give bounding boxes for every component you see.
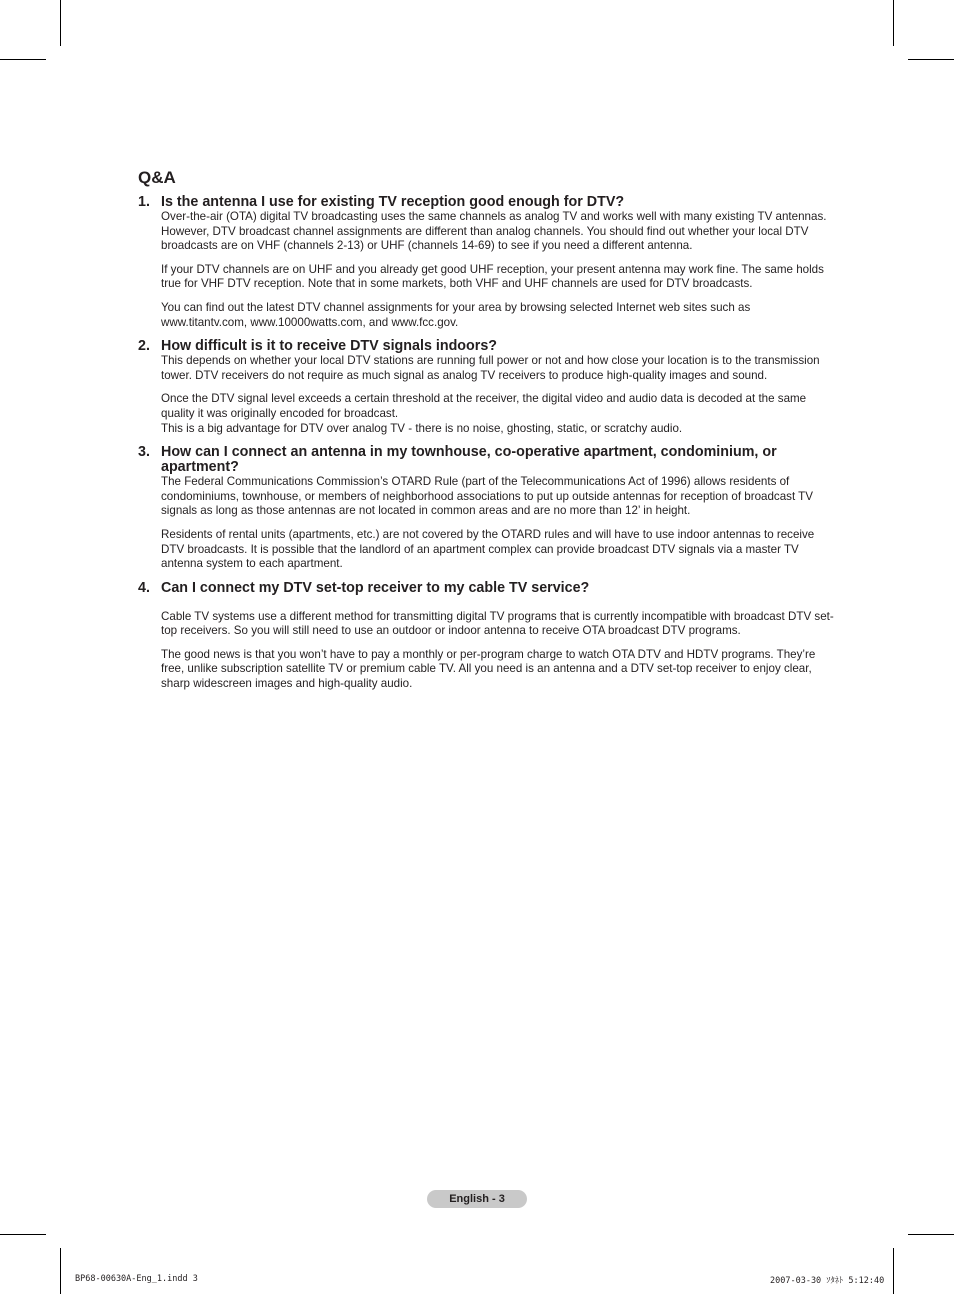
answer-paragraph — [161, 301, 838, 330]
answer-body — [138, 475, 838, 572]
paragraph-line: This is a big advantage for DTV over analog TV - there is no noise, ghosting, static, or scratchy audio. — [161, 421, 683, 435]
paragraph-line: You can find out the latest DTV channel assignments for your area by browsing selected Internet web sites such as www.titantv.com, www.10000watts.com, and www.fcc.gov. — [161, 300, 751, 329]
crop-mark — [908, 59, 954, 60]
answer-body — [138, 354, 838, 436]
crop-mark — [893, 1248, 894, 1294]
paragraph-line: Once the DTV signal level exceeds a certain threshold at the receiver, the digital video and audio data is decoded at the same quality it was originally encoded for broadcast. — [161, 392, 807, 420]
crop-mark — [893, 0, 894, 46]
answer-paragraph — [161, 210, 838, 254]
question-number: 3. — [138, 444, 150, 461]
paragraph-line: This depends on whether your local DTV stations are running full power or not and how close your location is to the transmission tower. DTV receivers do not require as much signal as analog TV receivers to produce high-quality images and sound. — [161, 354, 820, 382]
crop-mark — [0, 1234, 46, 1235]
date-slug: 2007-03-30 ｿﾀﾈﾄ 5:12:40 — [770, 1276, 885, 1286]
file-slug: BP68-00630A-Eng_1.indd 3 — [75, 1274, 198, 1284]
answer-paragraph — [161, 475, 838, 519]
question-text: How can I connect an antenna in my townhouse, co-operative apartment, condominium, or apartment? — [161, 444, 777, 476]
crop-mark — [60, 1248, 61, 1294]
paragraph-line: Over-the-air (OTA) digital TV broadcasting uses the same channels as analog TV and works well with many existing TV antennas. However, DTV broadcast channel assignments are different than analog channels. You should find out whether your local DTV broadcasts are on VHF (channels 2-13) or UHF (channels 14-69) to see if you need a different antenna. — [161, 210, 827, 253]
question-number: 1. — [138, 194, 150, 210]
question-heading — [138, 581, 838, 596]
question-text: How difficult is it to receive DTV signals indoors? — [161, 338, 498, 355]
qa-item — [138, 445, 838, 572]
crop-mark — [60, 0, 61, 46]
paragraph-line: Cable TV systems use a different method for transmitting digital TV programs that is currently incompatible with broadcast DTV set-top receivers. So you will still need to use an outdoor or indoor antenna to receive OTA broadcast DTV programs. — [161, 609, 834, 638]
page-number-badge: English - 3 — [427, 1190, 527, 1208]
answer-paragraph — [161, 528, 838, 572]
qa-item — [138, 195, 838, 330]
answer-body — [138, 210, 838, 330]
paragraph-line: The Federal Communications Commission’s OTARD Rule (part of the Telecommunications Act of 1996) allows residents of condominiums, townhouse, or members of neighborhood associations to put up outside antennas for reception of broadcast TV signals as long as those antennas are not located in common areas and are no more than 12’ in height. — [161, 475, 814, 518]
qa-section — [138, 167, 838, 701]
crop-mark — [908, 1234, 954, 1235]
paragraph-line: The good news is that you won’t have to pay a monthly or per-program charge to watch OTA DTV and HDTV programs. They’re free, unlike subscription satellite TV or premium cable TV. All you need is an antenna and a DTV set-top receiver to enjoy clear, sharp widescreen images and high-quality audio. — [161, 647, 816, 691]
question-text: Can I connect my DTV set-top receiver to my cable TV service? — [161, 579, 590, 596]
answer-paragraph — [161, 354, 838, 383]
crop-mark — [0, 59, 46, 60]
qa-item — [138, 339, 838, 436]
question-text: Is the antenna I use for existing TV reception good enough for DTV? — [161, 194, 625, 210]
question-heading — [138, 339, 838, 354]
page-title: Q&A — [138, 168, 176, 187]
answer-paragraph — [161, 263, 838, 292]
paragraph-line: Residents of rental units (apartments, etc.) are not covered by the OTARD rules and will have to use indoor antennas to receive DTV broadcasts. It is possible that the landlord of an apartment complex can provide broadcast DTV signals via a master TV antenna system to each apartment. — [161, 527, 815, 571]
qa-item — [138, 581, 838, 692]
question-number: 4. — [138, 579, 150, 596]
question-heading — [138, 195, 838, 210]
answer-paragraph — [161, 392, 838, 436]
answer-paragraph — [161, 610, 838, 639]
question-heading — [138, 445, 838, 475]
paragraph-line: If your DTV channels are on UHF and you already get good UHF reception, your present antenna may work fine. The same holds true for VHF DTV reception. Note that in some markets, both VHF and UHF channels are used for DTV broadcasts. — [161, 262, 824, 291]
answer-paragraph — [161, 648, 838, 692]
question-number: 2. — [138, 338, 150, 355]
answer-body — [138, 610, 838, 692]
